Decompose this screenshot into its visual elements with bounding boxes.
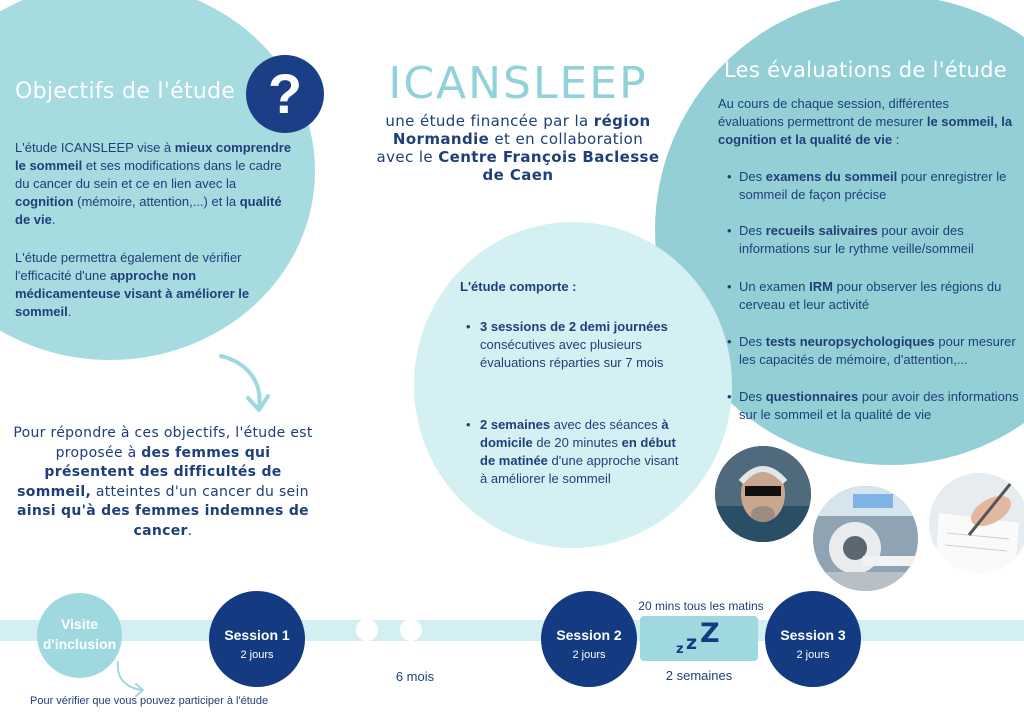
gap-label: 6 mois [395,669,435,684]
bullet: • [727,169,732,184]
recruitment-paragraph: Pour répondre à ces objectifs, l'étude est proposée à des femmes qui présentent des difficultés de sommeil, atteintes d'un cancer du sein ainsi qu'à des femmes indemnes de cancer. [13,425,313,539]
evaluation-mri: • Un examen IRM pour observer les régions du cerveau et leur activité [727,279,1002,312]
objectives-title: Objectifs de l'étude [15,79,236,104]
question-icon [246,55,324,133]
evaluation-neuropsych: • Des tests neuropsychologiques pour mesurer les capacités de mémoire, d'attention,... [727,334,1016,367]
bullet: • [727,389,732,404]
curved-arrow-icon [215,352,275,418]
evaluation-questionnaires: • Des questionnaires pour avoir des informations sur le sommeil et la qualité de vie [727,389,1019,422]
session-1-duration: 2 jours [240,649,274,661]
evaluations-title: Les évaluations de l'étude [724,58,1007,82]
question-mark: ? [267,62,303,125]
z-large: Z [700,618,720,649]
study-heading: L'étude comporte : [460,279,577,294]
bullet: • [727,334,732,349]
inclusion-note: Pour vérifier que vous pouvez participer à l'étude [30,695,269,707]
bullet: • [727,279,732,294]
session-1-circle [209,591,305,687]
weeks-label: 2 semaines [665,668,733,683]
study-circle [414,222,732,548]
page-title: ICANSLEEP [388,58,648,109]
sleep-exam-photo [712,443,814,545]
session-2-circle [541,591,637,687]
bullet: • [727,223,732,238]
inclusion-visit-label: Visite d'inclusion [42,616,117,652]
study-bullet-weeks: • 2 semaines avec des séances à domicile de 20 minutes en début de matinée d'une approche visant à améliorer le sommeil [466,417,679,486]
small-curved-arrow-icon [112,660,148,700]
evaluations-intro: Au cours de chaque session, différentes évaluations permettront de mesurer le sommeil, la cognition et la qualité de vie : [718,96,1013,147]
bullet: • [466,417,471,432]
timeline-dot [356,619,378,641]
session-3-duration: 2 jours [796,649,830,661]
objectives-paragraph-2: L'étude permettra également de vérifier l'efficacité d'une approche non médicamenteuse visant à améliorer le sommeil. [15,250,250,319]
questionnaire-photo [926,470,1024,576]
timeline-dot [400,619,422,641]
session-2-title: Session 2 [556,627,622,643]
mri-photo [810,483,921,594]
page-subtitle: une étude financée par la région Normandie et en collaboration avec le Centre François Baclesse de Caen [376,112,660,184]
z-small: z [676,642,684,657]
session-1-title: Session 1 [224,627,290,643]
evaluation-saliva: • Des recueils salivaires pour avoir des informations sur le rythme veille/sommeil [727,223,974,256]
objectives-paragraph-1: L'étude ICANSLEEP vise à mieux comprendre le sommeil et ses modifications dans le cadre du cancer du sein et ce en lien avec la cognition (mémoire, attention,...) et la qualité de vie. [15,140,292,227]
daily-label: 20 mins tous les matins [638,599,764,613]
study-bullet-sessions: • 3 sessions de 2 demi journées consécutives avec plusieurs évaluations réparties sur 7 mois [466,319,668,370]
bullet: • [466,319,471,334]
session-3-circle [765,591,861,687]
session-3-title: Session 3 [780,627,846,643]
evaluation-sleep-exams: • Des examens du sommeil pour enregistrer le sommeil de façon précise [727,169,1007,202]
timeline-bar [0,620,1024,641]
sleep-zzz-icon [640,616,758,661]
session-2-duration: 2 jours [572,649,606,661]
z-medium: z [686,632,698,654]
